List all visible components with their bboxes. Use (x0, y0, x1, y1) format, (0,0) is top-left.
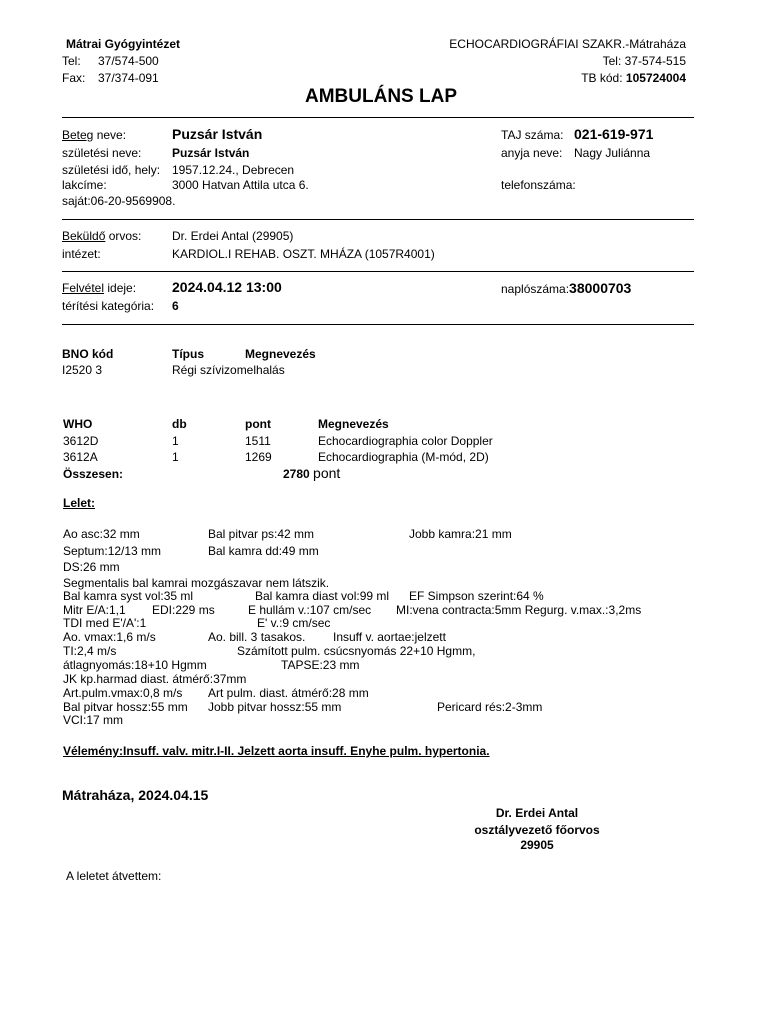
mother-name-label: anyja neve: (501, 146, 563, 160)
divider (62, 271, 694, 272)
finding-tapse: TAPSE:23 mm (281, 658, 360, 672)
referrer-label-underlined: Beküldő (62, 229, 106, 243)
patient-label-rest: neve: (93, 128, 127, 142)
fax-label: Fax: (62, 71, 86, 85)
taj-label: TAJ száma: (501, 128, 564, 142)
who-header-count: db (172, 417, 187, 431)
referring-doctor: Dr. Erdei Antal (29905) (172, 229, 294, 243)
finding-ds: DS:26 mm (63, 560, 120, 574)
admission-time-label (62, 281, 136, 295)
who-header-name: Megnevezés (318, 417, 389, 431)
finding-ti: TI:2,4 m/s (63, 644, 117, 658)
address-label: lakcíme: (62, 178, 107, 192)
who-header-code: WHO (63, 417, 93, 431)
institute-name: Mátrai Gyógyintézet (66, 37, 181, 51)
finding-ao-valve: Ao. bill. 3 tasakos. (208, 630, 306, 644)
finding-e-wave: E hullám v.:107 cm/sec (248, 603, 372, 617)
who-row-count: 1 (172, 434, 179, 448)
log-number: 38000703 (569, 280, 632, 296)
who-row-count: 1 (172, 450, 179, 464)
received-label: A leletet átvettem: (66, 869, 162, 883)
finding-pulm-pressure: Számított pulm. csúcsnyomás 22+10 Hgmm, (237, 644, 476, 658)
finding-tdi: TDI med E'/A':1 (63, 616, 147, 630)
bno-description: Régi szívizomelhalás (172, 363, 285, 377)
signing-doctor: Dr. Erdei Antal (495, 806, 579, 820)
date: , 2024.04.15 (130, 787, 209, 803)
finding-lv-syst: Bal kamra syst vol:35 ml (63, 589, 194, 603)
signing-position: osztályvezető főorvos (474, 823, 600, 837)
bno-header-name: Megnevezés (245, 347, 316, 361)
finding-rv-diameter: JK kp.harmad diast. átmérő:37mm (63, 672, 247, 686)
taj-number: 021-619-971 (574, 126, 654, 142)
referrer-label-rest: orvos: (105, 229, 142, 243)
who-row-code: 3612A (63, 450, 98, 464)
bno-header-type: Típus (172, 347, 204, 361)
finding-la-length: Bal pitvar hossz:55 mm (63, 700, 188, 714)
tb-code (581, 71, 686, 85)
finding-ra-length: Jobb pitvar hossz:55 mm (208, 700, 342, 714)
birth-label: születési idő, hely: (62, 163, 161, 177)
place-date (62, 788, 208, 802)
finding-septum: Septum:12/13 mm (63, 544, 162, 558)
tb-code-value: 105724004 (625, 71, 686, 85)
finding-mitr-ea: Mitr E/A:1,1 (63, 603, 126, 617)
who-row-points: 1269 (245, 450, 272, 464)
birth-name: Puzsár István (172, 146, 250, 160)
divider (62, 219, 694, 220)
who-row-points: 1511 (245, 434, 271, 448)
divider (62, 117, 694, 118)
finding-pulm-diameter: Art pulm. diast. átmérő:28 mm (208, 686, 369, 700)
divider (62, 324, 694, 325)
admission-time: 2024.04.12 13:00 (172, 279, 282, 295)
tel-value: 37/574-500 (98, 54, 159, 68)
department-name: ECHOCARDIOGRÁFIAI SZAKR.-Mátraháza (449, 37, 686, 51)
finding-right-ventricle: Jobb kamra:21 mm (409, 527, 512, 541)
finding-e-prime: E' v.:9 cm/sec (257, 616, 331, 630)
finding-pulm-vmax: Art.pulm.vmax:0,8 m/s (63, 686, 183, 700)
patient-name-label (62, 128, 126, 142)
patient-label-underlined: Beteg (62, 128, 94, 142)
finding-mi: MI:vena contracta:5mm Regurg. v.max.:3,2ms (396, 603, 642, 617)
total-unit: pont (313, 465, 341, 481)
own-phone: saját:06-20-9569908. (62, 194, 176, 208)
finding-vci: VCI:17 mm (63, 713, 124, 727)
place: Mátraháza (62, 787, 131, 803)
admission-label-underlined: Felvétel (62, 281, 105, 295)
mother-name: Nagy Juliánna (574, 146, 651, 160)
address-value: 3000 Hatvan Attila utca 6. (172, 178, 309, 192)
finding-ao-asc: Ao asc:32 mm (63, 527, 140, 541)
tb-code-label: TB kód: (581, 71, 623, 85)
finding-ao-vmax: Ao. vmax:1,6 m/s (63, 630, 156, 644)
total-label: Összesen: (63, 467, 124, 481)
who-row-code: 3612D (63, 434, 99, 448)
birth-value: 1957.12.24., Debrecen (172, 163, 295, 177)
who-row-name: Echocardiographia color Doppler (318, 434, 493, 448)
institution-label: intézet: (62, 247, 101, 261)
who-row-name: Echocardiographia (M-mód, 2D) (318, 450, 489, 464)
patient-name: Puzsár István (172, 126, 263, 142)
finding-edi: EDI:229 ms (152, 603, 215, 617)
total (283, 466, 340, 481)
log-label: naplószáma: (501, 282, 570, 296)
referring-doctor-label (62, 229, 141, 243)
finding-lv-diast: Bal kamra diast vol:99 ml (255, 589, 390, 603)
bno-header-code: BNO kód (62, 347, 114, 361)
signing-code: 29905 (520, 838, 554, 852)
institution: KARDIOL.I REHAB. OSZT. MHÁZA (1057R4001) (172, 247, 435, 261)
fee-category: 6 (172, 299, 179, 313)
bno-code: I2520 3 (62, 363, 103, 377)
finding-segmental: Segmentalis bal kamrai mozgászavar nem látszik. (63, 576, 330, 590)
finding-pericard: Pericard rés:2-3mm (437, 700, 543, 714)
findings-title: Lelet: (63, 496, 96, 510)
tel-label: Tel: (62, 54, 81, 68)
log-label-wrap (501, 281, 631, 296)
phone-label: telefonszáma: (501, 178, 576, 192)
finding-mean-pressure: átlagnyomás:18+10 Hgmm (63, 658, 207, 672)
fee-category-label: térítési kategória: (62, 299, 155, 313)
finding-ef: EF Simpson szerint:64 % (409, 589, 544, 603)
document-title: AMBULÁNS LAP (305, 86, 457, 107)
finding-lv-dd: Bal kamra dd:49 mm (208, 544, 319, 558)
finding-left-atrium: Bal pitvar ps:42 mm (208, 527, 315, 541)
finding-aortic-insuff: Insuff v. aortae:jelzett (333, 630, 446, 644)
department-tel: Tel: 37-574-515 (602, 54, 686, 68)
opinion: Vélemény:Insuff. valv. mitr.I-II. Jelzett aorta insuff. Enyhe pulm. hypertonia. (63, 744, 490, 758)
fax-value: 37/374-091 (98, 71, 159, 85)
admission-label-rest: ideje: (104, 281, 137, 295)
who-header-points: pont (245, 417, 271, 431)
birth-name-label: születési neve: (62, 146, 142, 160)
total-value: 2780 (283, 467, 310, 481)
